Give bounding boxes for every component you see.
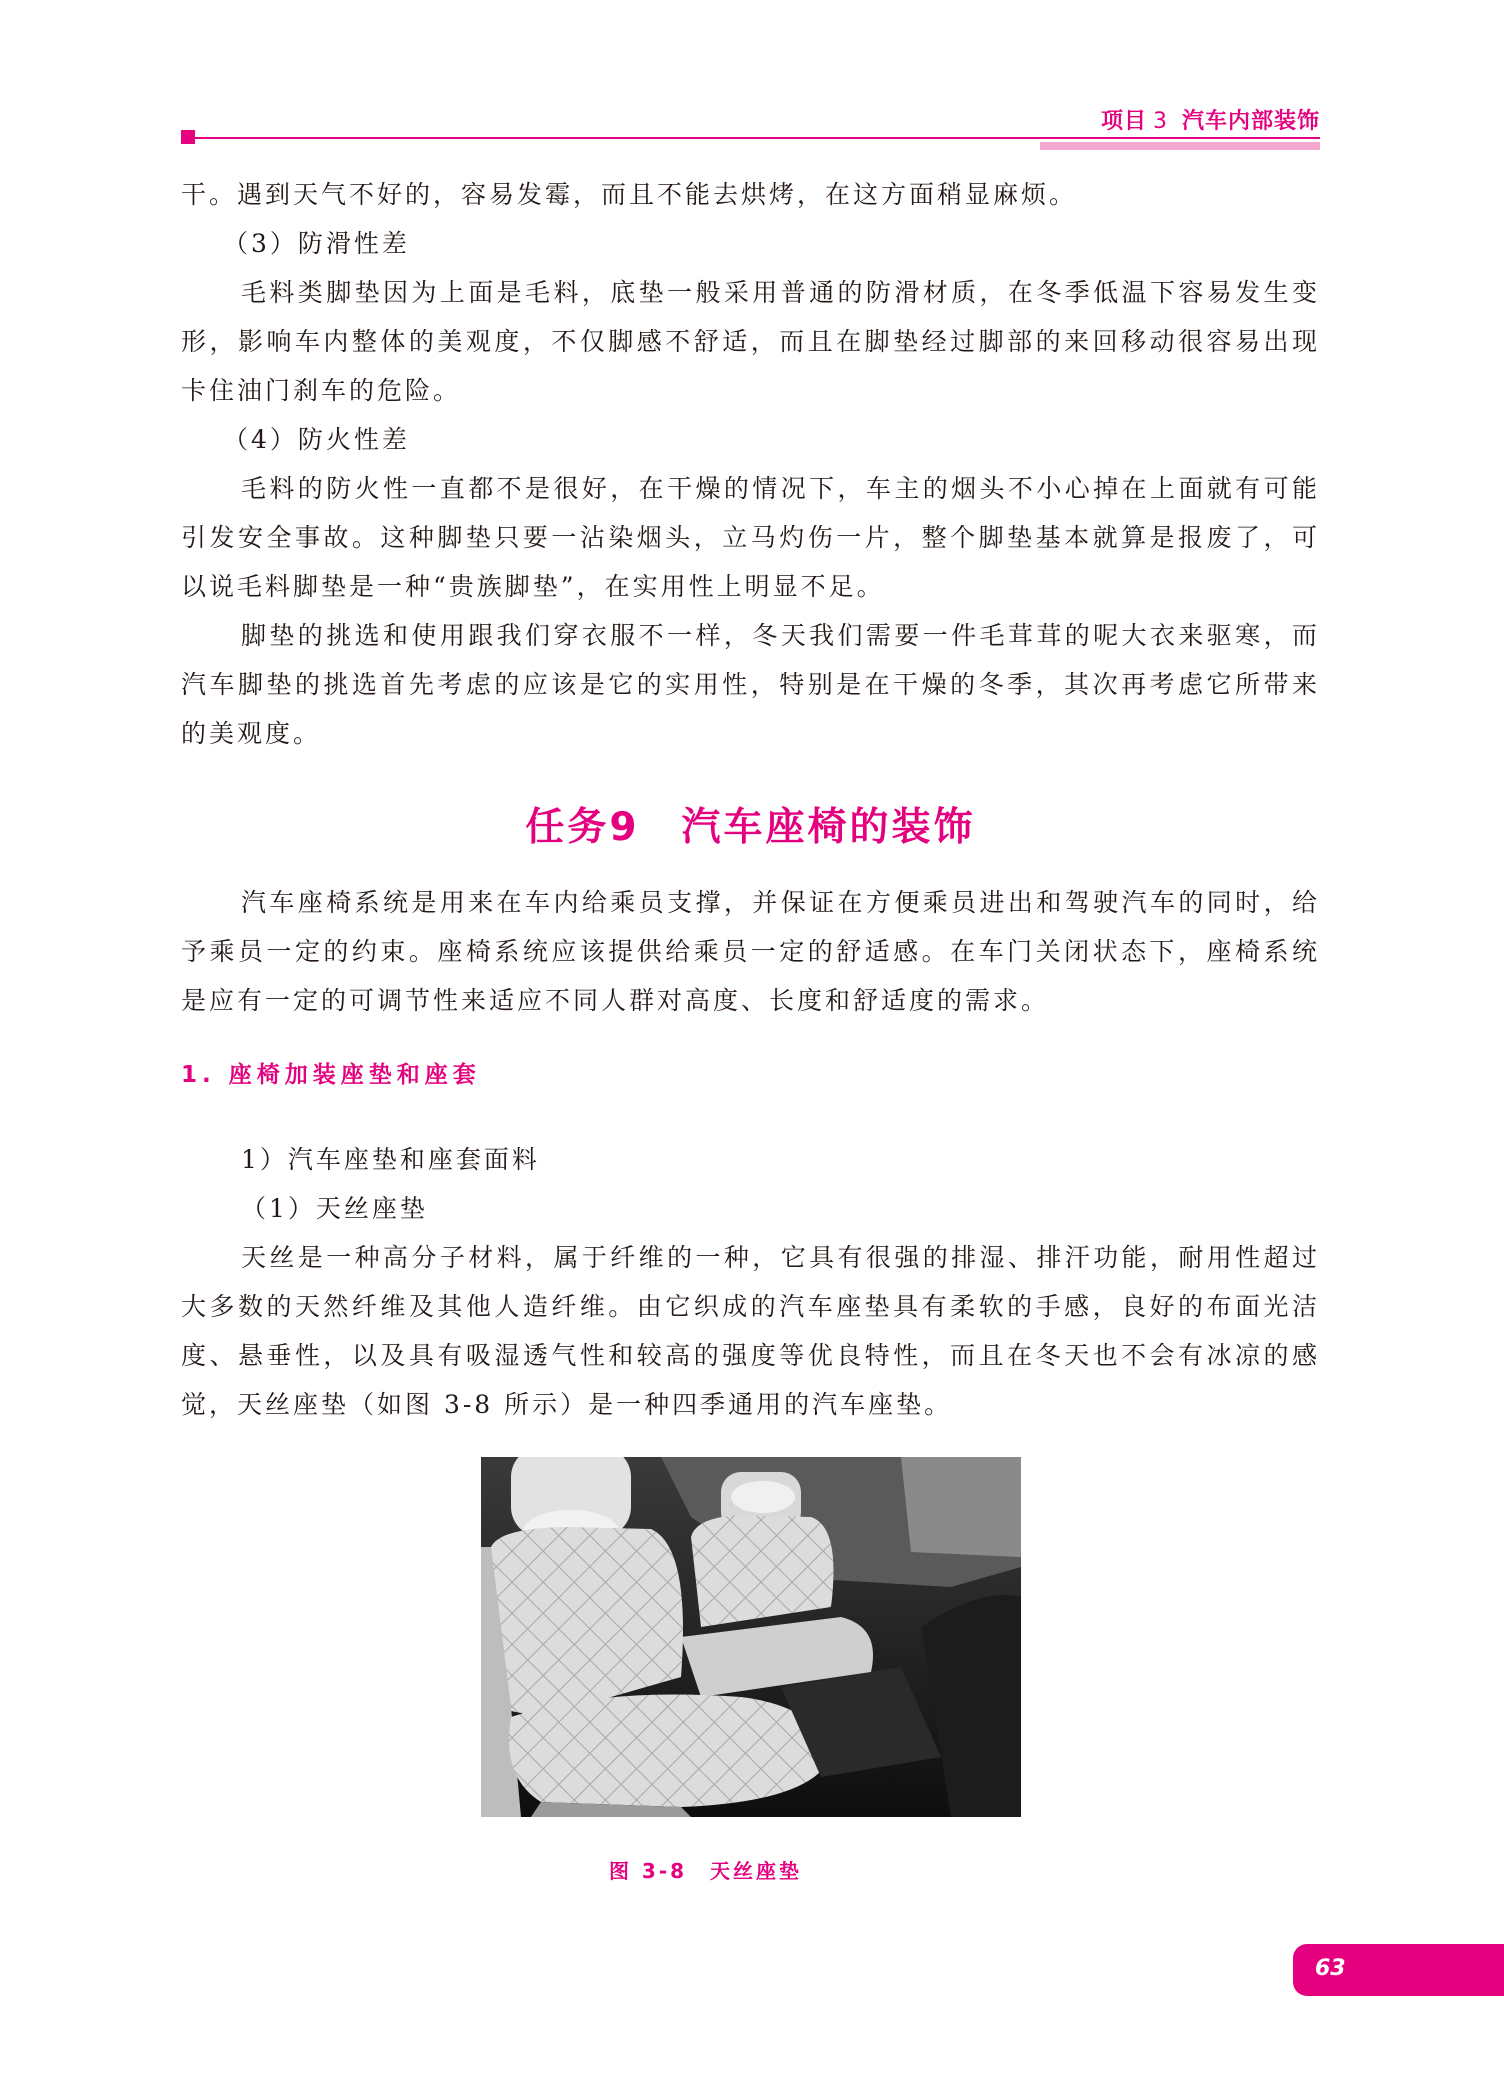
section-heading: 1. 座椅加装座垫和座套	[181, 1062, 481, 1088]
page-number: 63	[1315, 1956, 1346, 1981]
subheading-materials: 1）汽车座垫和座套面料	[241, 1145, 540, 1174]
header-rule	[195, 137, 1320, 139]
subheading-anti-slip: （3）防滑性差	[223, 229, 410, 258]
subheading-fireproof: （4）防火性差	[223, 425, 410, 454]
task-heading: 任务9 汽车座椅的装饰	[525, 805, 976, 850]
chapter-header	[1101, 104, 1320, 135]
chapter-label: 项目	[1100, 109, 1147, 134]
paragraph-anti-slip: 毛料类脚垫因为上面是毛料，底垫一般采用普通的防滑材质，在冬季低温下容易发生变形，影响车内整体的美观度，不仅脚感不舒适，而且在脚垫经过脚部的来回移动很容易出现卡住油门刹车的危险。	[181, 278, 1320, 405]
paragraph-fireproof: 毛料的防火性一直都不是很好，在干燥的情况下，车主的烟头不小心掉在上面就有可能引发安全事故。这种脚垫只要一沾染烟头，立马灼伤一片，整个脚垫基本就算是报废了，可以说毛料脚垫是一种“贵族脚垫”，在实用性上明显不足。	[181, 474, 1320, 601]
page-content	[181, 170, 1320, 1884]
paragraph-selection: 脚垫的挑选和使用跟我们穿衣服不一样，冬天我们需要一件毛茸茸的呢大衣来驱寒，而汽车脚垫的挑选首先考虑的应该是它的实用性，特别是在干燥的冬季，其次再考虑它所带来的美观度。	[181, 621, 1320, 748]
seat-cushion-photo	[481, 1457, 1021, 1817]
header-marker	[181, 130, 195, 144]
page-number-tab	[1293, 1944, 1504, 1996]
header-accent-bar	[1040, 142, 1320, 150]
chapter-title: 汽车内部装饰	[1181, 109, 1320, 134]
chapter-number: 3	[1152, 109, 1168, 134]
paragraph-continuation: 干。遇到天气不好的，容易发霉，而且不能去烘烤，在这方面稍显麻烦。	[181, 180, 1078, 209]
paragraph-seat-system: 汽车座椅系统是用来在车内给乘员支撑，并保证在方便乘员进出和驾驶汽车的同时，给予乘员一定的约束。座椅系统应该提供给乘员一定的舒适感。在车门关闭状态下，座椅系统是应有一定的可调节性来适应不同人群对高度、长度和舒适度的需求。	[181, 888, 1320, 1015]
subheading-tencel: （1）天丝座垫	[241, 1194, 428, 1223]
paragraph-tencel: 天丝是一种高分子材料，属于纤维的一种，它具有很强的排湿、排汗功能，耐用性超过大多数的天然纤维及其他人造纤维。由它织成的汽车座垫具有柔软的手感，良好的布面光洁度、悬垂性，以及具有吸湿透气性和较高的强度等优良特性，而且在冬天也不会有冰凉的感觉，天丝座垫（如图 3-8 所示）是一种四季通用的汽车座垫。	[181, 1243, 1320, 1419]
figure-caption: 图 3-8 天丝座垫	[608, 1859, 803, 1883]
